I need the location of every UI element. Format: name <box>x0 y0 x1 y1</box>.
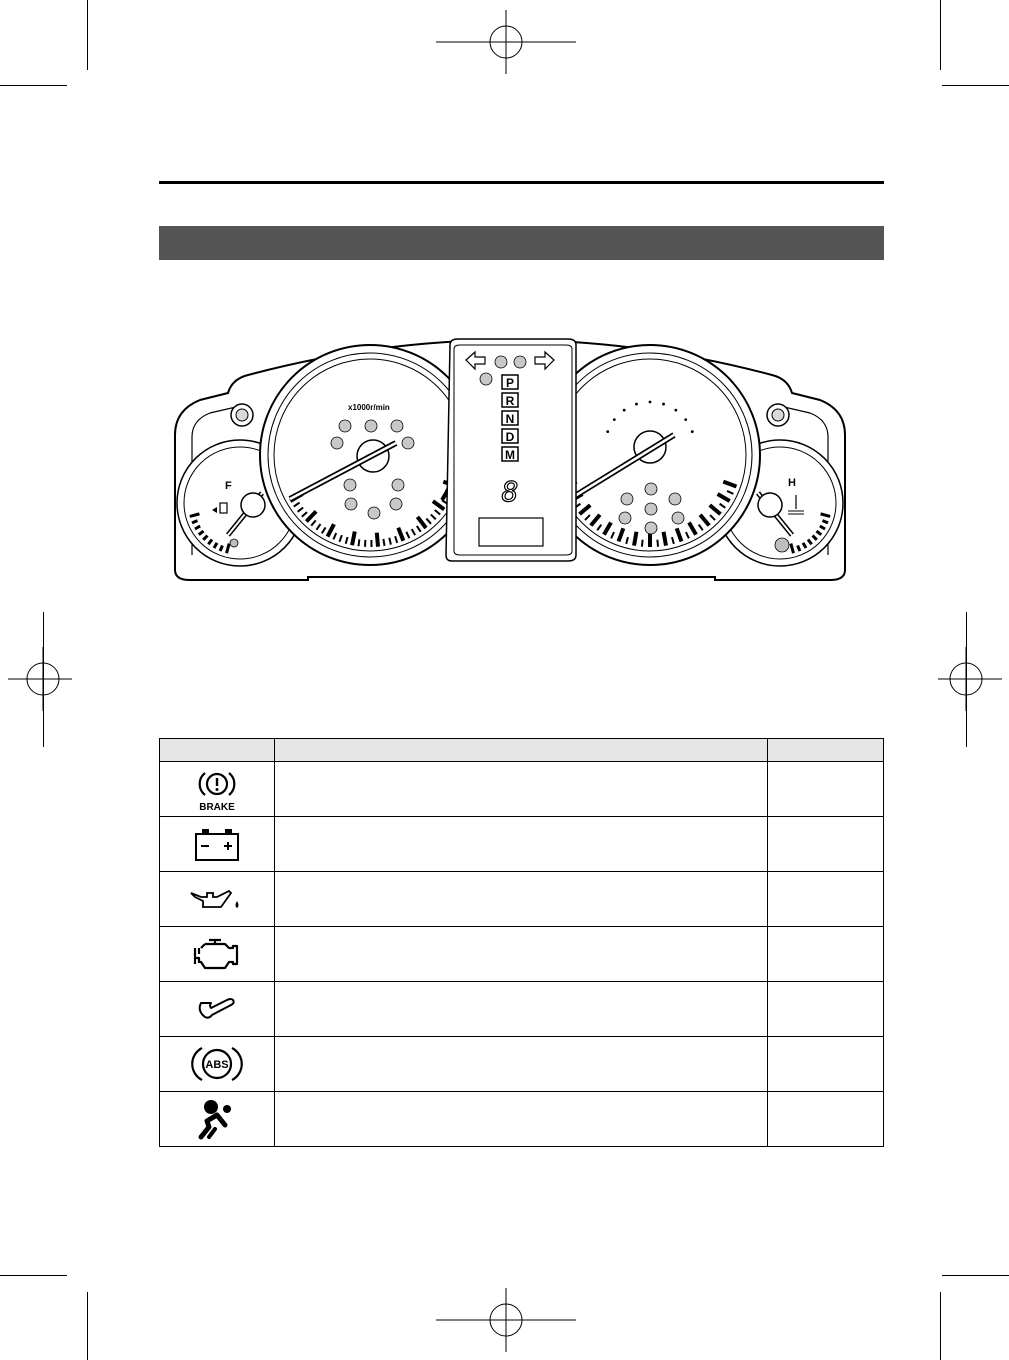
column-header-page <box>768 739 884 762</box>
brake-warning-icon <box>187 765 247 813</box>
gauge-tick <box>798 545 800 551</box>
row-description <box>275 817 768 872</box>
speed-scale-dot <box>613 418 616 421</box>
gauge-tick <box>358 539 359 546</box>
speed-scale-dot <box>635 403 638 406</box>
gauge-tick <box>657 540 658 547</box>
temp-hot-mark: H <box>788 477 796 489</box>
gear-d: D <box>505 430 515 444</box>
registration-mark-right <box>938 647 1002 711</box>
row-page <box>768 927 884 982</box>
row-page <box>768 982 884 1037</box>
gear-p: P <box>505 376 515 390</box>
speed-scale-dot <box>662 403 665 406</box>
column-header-description <box>275 739 768 762</box>
registration-mark-left <box>8 647 72 711</box>
gauge-tick <box>642 540 643 547</box>
speed-scale-dot <box>684 418 687 421</box>
row-page <box>768 1037 884 1092</box>
row-description <box>275 1092 768 1147</box>
airbag-warning-icon <box>187 1097 247 1141</box>
row-description <box>275 1037 768 1092</box>
gear-selector <box>502 375 518 462</box>
gauge-tick <box>192 521 198 523</box>
row-description <box>275 872 768 927</box>
gear-digit: 8 <box>501 475 519 508</box>
instrument-cluster <box>170 315 850 590</box>
column-header-signal <box>160 739 275 762</box>
table-row <box>160 762 884 817</box>
gauge-tick <box>352 532 355 546</box>
gear-m: M <box>505 448 515 462</box>
table-row <box>160 927 884 982</box>
table-header-row <box>160 739 884 762</box>
speed-scale-dot <box>674 409 677 412</box>
row-page <box>768 1092 884 1147</box>
table-row <box>160 982 884 1037</box>
header-rule <box>159 181 884 184</box>
gear-r: R <box>505 394 515 408</box>
speed-scale-dot <box>623 409 626 412</box>
tach-unit-label: x1000r/min <box>348 403 390 412</box>
battery-charge-icon <box>187 824 247 864</box>
fuel-full-mark: F <box>225 480 232 492</box>
row-description <box>275 982 768 1037</box>
row-description <box>275 927 768 982</box>
gauge-tick <box>634 532 636 546</box>
gauge-tick <box>664 532 666 546</box>
abs-icon-text: ABS <box>205 1059 229 1071</box>
oil-pressure-icon <box>187 879 247 919</box>
abs-warning-icon <box>187 1042 247 1086</box>
row-page <box>768 762 884 817</box>
registration-mark-bottom <box>436 1288 576 1352</box>
wrench-icon <box>187 989 247 1029</box>
table-row <box>160 1037 884 1092</box>
table-row <box>160 817 884 872</box>
speed-scale-dot <box>691 430 694 433</box>
brake-icon-text: BRAKE <box>199 802 235 813</box>
row-description <box>275 762 768 817</box>
section-bar <box>159 226 884 260</box>
gauge-tick <box>822 521 828 523</box>
odometer-display <box>479 518 543 546</box>
row-page <box>768 872 884 927</box>
check-engine-icon <box>187 934 247 974</box>
gauge-tick <box>220 545 222 551</box>
gauge-tick <box>377 533 378 547</box>
gauge-tick <box>383 539 384 546</box>
gear-n: N <box>505 412 515 426</box>
speed-scale-dot <box>606 430 609 433</box>
center-indicator-panel <box>446 339 576 561</box>
registration-mark-top <box>436 10 576 74</box>
table-row <box>160 872 884 927</box>
warning-indicator-table <box>159 738 884 1147</box>
speed-scale-dot <box>649 401 652 404</box>
row-page <box>768 817 884 872</box>
table-row <box>160 1092 884 1147</box>
